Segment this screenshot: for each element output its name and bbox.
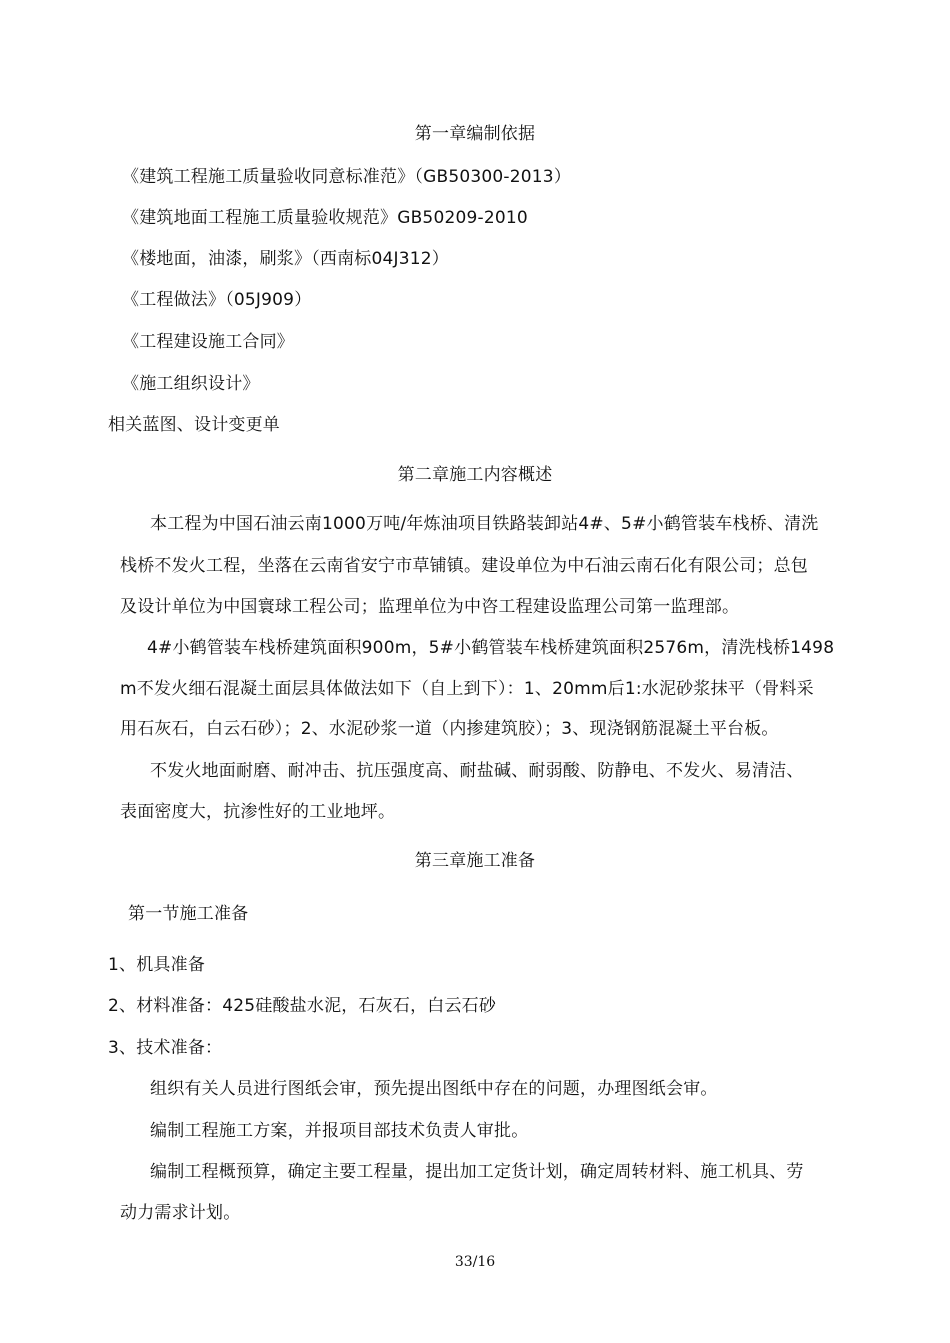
paragraph-line: 本工程为中国石油云南1000万吨/年炼油项目铁路装卸站4#、5#小鹤管装车栈桥、清洗 [150,514,819,534]
reference-item: 《建筑工程施工质量验收同意标准范》（GB50300-2013） [122,167,572,187]
tech-line: 编制工程施工方案，并报项目部技术负责人审批。 [150,1121,529,1141]
section1-title: 第一节施工准备 [128,904,249,924]
paragraph-line: 用石灰石，白云石砂）；2、水泥砂浆一道（内掺建筑胶）；3、现浇钢筋混凝土平台板。 [120,719,779,739]
list-item: 3、技术准备： [108,1038,223,1058]
paragraph-line: m不发火细石混凝土面层具体做法如下（自上到下）：1、20mm后1:水泥砂浆抹平（骨料采 [120,679,814,699]
chapter2-title: 第二章施工内容概述 [397,465,553,485]
paragraph-line: 及设计单位为中国寰球工程公司；监理单位为中咨工程建设监理公司第一监理部。 [120,597,740,617]
paragraph-line: 不发火地面耐磨、耐冲击、抗压强度高、耐盐碱、耐弱酸、防静电、不发火、易清洁、 [150,761,804,781]
reference-item: 《工程建设施工合同》 [122,332,294,352]
list-item: 2、材料准备：425硅酸盐水泥，石灰石，白云石砂 [108,996,497,1016]
tech-line: 组织有关人员进行图纸会审，预先提出图纸中存在的问题，办理图纸会审。 [150,1079,718,1099]
tech-line: 编制工程概预算，确定主要工程量，提出加工定货计划，确定周转材料、施工机具、劳 [150,1162,804,1182]
paragraph-line: 4#小鹤管装车栈桥建筑面积900m，5#小鹤管装车栈桥建筑面积2576m，清洗栈桥1498 [147,638,835,658]
list-item: 1、机具准备 [108,955,206,975]
tech-line: 动力需求计划。 [120,1203,241,1223]
reference-item: 《建筑地面工程施工质量验收规范》GB50209-2010 [122,208,528,228]
reference-item: 《工程做法》（05J909） [122,290,312,310]
paragraph-line: 表面密度大，抗渗性好的工业地坪。 [120,802,396,822]
reference-item: 《楼地面，油漆，刷浆》（西南标04J312） [122,249,449,269]
reference-extra: 相关蓝图、设计变更单 [108,415,280,435]
paragraph-line: 栈桥不发火工程，坐落在云南省安宁市草铺镇。建设单位为中石油云南石化有限公司；总包 [120,556,808,576]
reference-item: 《施工组织设计》 [122,374,260,394]
chapter3-title: 第三章施工准备 [414,851,536,871]
chapter1-title: 第一章编制依据 [414,124,536,144]
page-number: 33/16 [454,1254,496,1270]
